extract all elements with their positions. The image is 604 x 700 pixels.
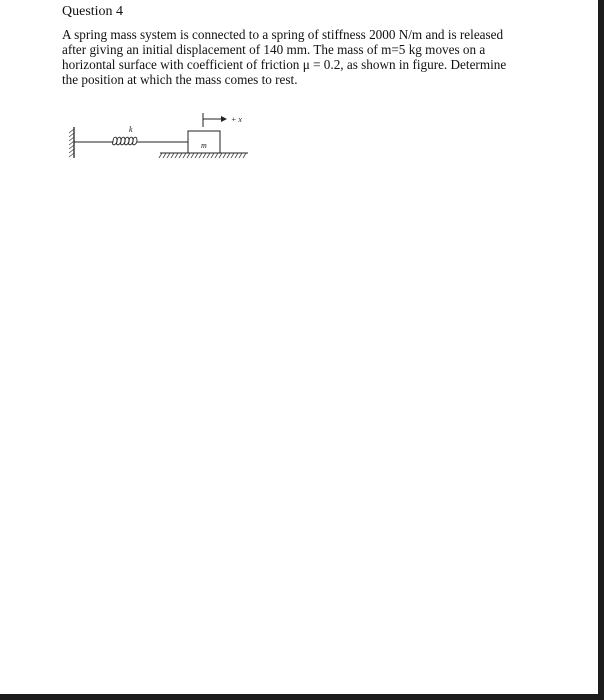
positive-x-arrow xyxy=(203,113,227,127)
question-body xyxy=(62,27,562,87)
mass-label: m xyxy=(201,141,207,150)
screen-edge-bottom xyxy=(0,694,604,700)
question-line: A spring mass system is connected to a spring of stiffness 2000 N/m and is released xyxy=(62,27,504,42)
spring xyxy=(74,137,188,145)
question-heading: Question 4 xyxy=(62,4,124,19)
question-line: after giving an initial displacement of 140 mm. The mass of m=5 kg moves on a xyxy=(62,42,486,57)
question-line: horizontal surface with coefficient of friction μ = 0.2, as shown in figure. Determine xyxy=(62,57,507,72)
question-line: the position at which the mass comes to rest. xyxy=(62,72,298,87)
fixed-wall xyxy=(69,127,74,158)
direction-label: + x xyxy=(231,115,242,124)
spring-mass-figure xyxy=(60,108,260,170)
spring-label: k xyxy=(129,125,133,134)
ground-surface xyxy=(159,153,248,158)
screen-edge-right xyxy=(598,0,604,700)
